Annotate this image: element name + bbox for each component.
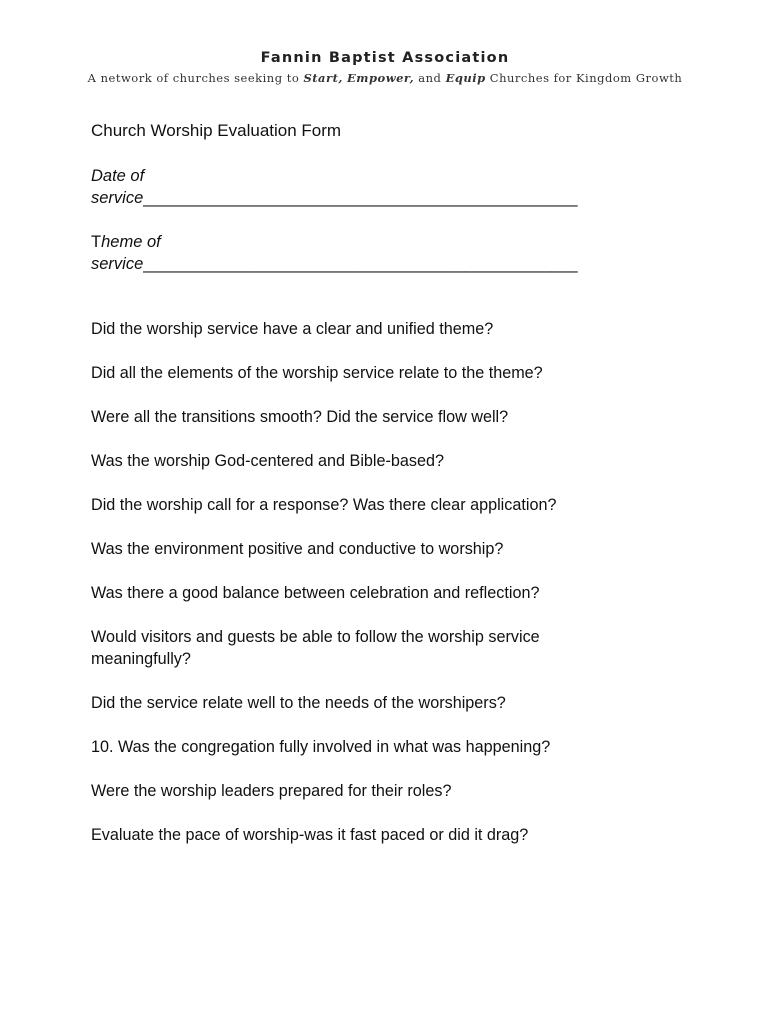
question-8: Would visitors and guests be able to follow the worship service meaningfully? [91, 628, 540, 668]
theme-label-line1 [91, 231, 691, 253]
organization-name: Fannin Baptist Association [260, 50, 510, 66]
date-label-line2: service [91, 189, 144, 207]
organization-header [0, 48, 770, 87]
tagline-suffix: Churches for Kingdom Growth [485, 71, 683, 85]
question-1: Did the worship service have a clear and unified theme? [91, 320, 494, 338]
date-blank-line[interactable]: __________________________________________________ [143, 189, 578, 207]
question-6: Was the environment positive and conductive to worship? [91, 540, 504, 558]
theme-label-line2: service [91, 255, 144, 273]
theme-label-line2-with-blank[interactable] [91, 253, 691, 275]
date-label-line2-with-blank[interactable] [91, 187, 691, 209]
tagline-equip: Equip [445, 71, 486, 85]
organization-tagline [0, 69, 770, 87]
question-12: Evaluate the pace of worship-was it fast paced or did it drag? [91, 826, 529, 844]
tagline-prefix: A network of churches seeking to [87, 71, 304, 85]
date-of-service-field[interactable] [91, 165, 691, 209]
theme-of-service-field[interactable] [91, 231, 691, 275]
tagline-empower: Empower, [347, 71, 415, 85]
question-9: Did the service relate well to the needs of the worshipers? [91, 694, 506, 712]
theme-blank-line[interactable]: __________________________________________________ [143, 255, 578, 273]
tagline-start: Start, [303, 71, 343, 85]
question-2: Did all the elements of the worship service relate to the theme? [91, 364, 543, 382]
theme-label-first-letter: T [91, 233, 102, 251]
form-title: Church Worship Evaluation Form [91, 121, 342, 140]
theme-label-rest: heme of [101, 233, 161, 251]
question-5: Did the worship call for a response? Was there clear application? [91, 496, 557, 514]
question-11: Were the worship leaders prepared for their roles? [91, 782, 452, 800]
question-7: Was there a good balance between celebration and reflection? [91, 584, 540, 602]
question-3: Were all the transitions smooth? Did the service flow well? [91, 408, 509, 426]
date-label-line1: Date of [91, 167, 145, 185]
question-4: Was the worship God-centered and Bible-based? [91, 452, 445, 470]
tagline-and: and [414, 71, 446, 85]
question-10: 10. Was the congregation fully involved in what was happening? [91, 738, 551, 756]
